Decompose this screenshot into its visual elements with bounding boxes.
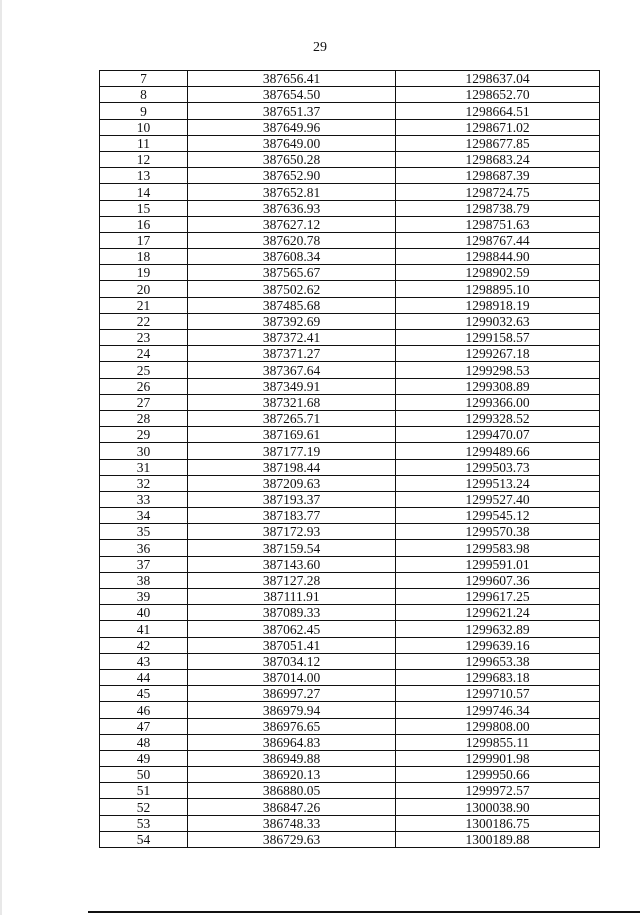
y-coordinate-cell: 1298895.10 [396, 281, 600, 297]
y-coordinate-cell: 1298677.85 [396, 135, 600, 151]
y-coordinate-cell: 1298664.51 [396, 103, 600, 119]
table-row [100, 103, 600, 119]
point-number-cell: 19 [100, 265, 188, 281]
point-number-cell: 51 [100, 783, 188, 799]
point-number-cell: 24 [100, 346, 188, 362]
point-number-cell: 42 [100, 637, 188, 653]
y-coordinate-cell: 1298683.24 [396, 151, 600, 167]
point-number-cell: 9 [100, 103, 188, 119]
table-row [100, 200, 600, 216]
y-coordinate-cell: 1299855.11 [396, 734, 600, 750]
x-coordinate-cell: 387034.12 [188, 653, 396, 669]
point-number-cell: 12 [100, 151, 188, 167]
table-row [100, 394, 600, 410]
table-row [100, 669, 600, 685]
y-coordinate-cell: 1299901.98 [396, 750, 600, 766]
x-coordinate-cell: 386880.05 [188, 783, 396, 799]
table-row [100, 265, 600, 281]
table-row [100, 443, 600, 459]
point-number-cell: 49 [100, 750, 188, 766]
table-row [100, 135, 600, 151]
table-row [100, 232, 600, 248]
x-coordinate-cell: 387111.91 [188, 589, 396, 605]
x-coordinate-cell: 387265.71 [188, 410, 396, 426]
y-coordinate-cell: 1299032.63 [396, 313, 600, 329]
y-coordinate-cell: 1299308.89 [396, 378, 600, 394]
point-number-cell: 40 [100, 605, 188, 621]
y-coordinate-cell: 1299621.24 [396, 605, 600, 621]
point-number-cell: 30 [100, 443, 188, 459]
y-coordinate-cell: 1299653.38 [396, 653, 600, 669]
y-coordinate-cell: 1299972.57 [396, 783, 600, 799]
x-coordinate-cell: 386920.13 [188, 767, 396, 783]
x-coordinate-cell: 387183.77 [188, 508, 396, 524]
x-coordinate-cell: 386964.83 [188, 734, 396, 750]
y-coordinate-cell: 1299298.53 [396, 362, 600, 378]
y-coordinate-cell: 1299158.57 [396, 330, 600, 346]
x-coordinate-cell: 387172.93 [188, 524, 396, 540]
y-coordinate-cell: 1298902.59 [396, 265, 600, 281]
x-coordinate-cell: 387392.69 [188, 313, 396, 329]
y-coordinate-cell: 1299639.16 [396, 637, 600, 653]
y-coordinate-cell: 1299583.98 [396, 540, 600, 556]
table-row [100, 297, 600, 313]
table-row [100, 168, 600, 184]
x-coordinate-cell: 387321.68 [188, 394, 396, 410]
y-coordinate-cell: 1299683.18 [396, 669, 600, 685]
x-coordinate-cell: 387627.12 [188, 216, 396, 232]
y-coordinate-cell: 1299632.89 [396, 621, 600, 637]
table-row [100, 799, 600, 815]
point-number-cell: 35 [100, 524, 188, 540]
point-number-cell: 18 [100, 249, 188, 265]
table-row [100, 572, 600, 588]
point-number-cell: 39 [100, 589, 188, 605]
point-number-cell: 13 [100, 168, 188, 184]
y-coordinate-cell: 1299366.00 [396, 394, 600, 410]
table-row [100, 508, 600, 524]
x-coordinate-cell: 387159.54 [188, 540, 396, 556]
x-coordinate-cell: 387652.90 [188, 168, 396, 184]
x-coordinate-cell: 387620.78 [188, 232, 396, 248]
x-coordinate-cell: 387502.62 [188, 281, 396, 297]
x-coordinate-cell: 386997.27 [188, 686, 396, 702]
table-row [100, 151, 600, 167]
point-number-cell: 27 [100, 394, 188, 410]
table-row [100, 750, 600, 766]
x-coordinate-cell: 387177.19 [188, 443, 396, 459]
scan-edge [0, 0, 2, 915]
y-coordinate-cell: 1299328.52 [396, 410, 600, 426]
table-row [100, 815, 600, 831]
point-number-cell: 47 [100, 718, 188, 734]
x-coordinate-cell: 387169.61 [188, 427, 396, 443]
point-number-cell: 28 [100, 410, 188, 426]
point-number-cell: 41 [100, 621, 188, 637]
table-row [100, 378, 600, 394]
table-row [100, 556, 600, 572]
point-number-cell: 15 [100, 200, 188, 216]
x-coordinate-cell: 387349.91 [188, 378, 396, 394]
x-coordinate-cell: 387371.27 [188, 346, 396, 362]
point-number-cell: 14 [100, 184, 188, 200]
point-number-cell: 44 [100, 669, 188, 685]
table-row [100, 475, 600, 491]
table-row [100, 216, 600, 232]
table-row [100, 702, 600, 718]
point-number-cell: 21 [100, 297, 188, 313]
point-number-cell: 34 [100, 508, 188, 524]
point-number-cell: 11 [100, 135, 188, 151]
y-coordinate-cell: 1298652.70 [396, 87, 600, 103]
x-coordinate-cell: 386748.33 [188, 815, 396, 831]
y-coordinate-cell: 1299591.01 [396, 556, 600, 572]
y-coordinate-cell: 1299570.38 [396, 524, 600, 540]
point-number-cell: 32 [100, 475, 188, 491]
x-coordinate-cell: 386847.26 [188, 799, 396, 815]
table-row [100, 653, 600, 669]
point-number-cell: 25 [100, 362, 188, 378]
bottom-rule [88, 911, 640, 913]
table-row [100, 605, 600, 621]
point-number-cell: 33 [100, 491, 188, 507]
y-coordinate-cell: 1300189.88 [396, 831, 600, 847]
y-coordinate-cell: 1298671.02 [396, 119, 600, 135]
table-row [100, 524, 600, 540]
y-coordinate-cell: 1298751.63 [396, 216, 600, 232]
table-row [100, 427, 600, 443]
x-coordinate-cell: 387652.81 [188, 184, 396, 200]
table-row [100, 621, 600, 637]
y-coordinate-cell: 1298918.19 [396, 297, 600, 313]
y-coordinate-cell: 1299503.73 [396, 459, 600, 475]
x-coordinate-cell: 387636.93 [188, 200, 396, 216]
point-number-cell: 37 [100, 556, 188, 572]
point-number-cell: 7 [100, 71, 188, 87]
point-number-cell: 16 [100, 216, 188, 232]
point-number-cell: 29 [100, 427, 188, 443]
point-number-cell: 20 [100, 281, 188, 297]
y-coordinate-cell: 1298767.44 [396, 232, 600, 248]
y-coordinate-cell: 1298738.79 [396, 200, 600, 216]
point-number-cell: 50 [100, 767, 188, 783]
table-row [100, 459, 600, 475]
table-row [100, 767, 600, 783]
table-row [100, 119, 600, 135]
x-coordinate-cell: 387209.63 [188, 475, 396, 491]
x-coordinate-cell: 387565.67 [188, 265, 396, 281]
table-row [100, 362, 600, 378]
table-row [100, 637, 600, 653]
x-coordinate-cell: 387198.44 [188, 459, 396, 475]
y-coordinate-cell: 1299267.18 [396, 346, 600, 362]
x-coordinate-cell: 387654.50 [188, 87, 396, 103]
point-number-cell: 36 [100, 540, 188, 556]
point-number-cell: 31 [100, 459, 188, 475]
y-coordinate-cell: 1298637.04 [396, 71, 600, 87]
y-coordinate-cell: 1299746.34 [396, 702, 600, 718]
x-coordinate-cell: 387089.33 [188, 605, 396, 621]
point-number-cell: 22 [100, 313, 188, 329]
table-row [100, 831, 600, 847]
y-coordinate-cell: 1299950.66 [396, 767, 600, 783]
table-row [100, 249, 600, 265]
x-coordinate-cell: 387143.60 [188, 556, 396, 572]
point-number-cell: 54 [100, 831, 188, 847]
x-coordinate-cell: 386949.88 [188, 750, 396, 766]
table-row [100, 410, 600, 426]
y-coordinate-cell: 1299545.12 [396, 508, 600, 524]
x-coordinate-cell: 387193.37 [188, 491, 396, 507]
point-number-cell: 46 [100, 702, 188, 718]
x-coordinate-cell: 387649.96 [188, 119, 396, 135]
y-coordinate-cell: 1299527.40 [396, 491, 600, 507]
point-number-cell: 48 [100, 734, 188, 750]
point-number-cell: 8 [100, 87, 188, 103]
point-number-cell: 38 [100, 572, 188, 588]
table-row [100, 718, 600, 734]
point-number-cell: 10 [100, 119, 188, 135]
point-number-cell: 45 [100, 686, 188, 702]
table-row [100, 313, 600, 329]
x-coordinate-cell: 387656.41 [188, 71, 396, 87]
x-coordinate-cell: 387650.28 [188, 151, 396, 167]
x-coordinate-cell: 387127.28 [188, 572, 396, 588]
point-number-cell: 43 [100, 653, 188, 669]
y-coordinate-cell: 1298844.90 [396, 249, 600, 265]
table-row [100, 540, 600, 556]
x-coordinate-cell: 386729.63 [188, 831, 396, 847]
y-coordinate-cell: 1299808.00 [396, 718, 600, 734]
x-coordinate-cell: 387051.41 [188, 637, 396, 653]
table-row [100, 346, 600, 362]
point-number-cell: 52 [100, 799, 188, 815]
table-row [100, 686, 600, 702]
table-row [100, 491, 600, 507]
page-number: 29 [313, 40, 327, 55]
y-coordinate-cell: 1299489.66 [396, 443, 600, 459]
point-number-cell: 23 [100, 330, 188, 346]
point-number-cell: 17 [100, 232, 188, 248]
table-row [100, 87, 600, 103]
table-row [100, 71, 600, 87]
x-coordinate-cell: 387367.64 [188, 362, 396, 378]
y-coordinate-cell: 1299470.07 [396, 427, 600, 443]
coordinates-table-body [100, 71, 600, 848]
x-coordinate-cell: 387485.68 [188, 297, 396, 313]
point-number-cell: 53 [100, 815, 188, 831]
y-coordinate-cell: 1300038.90 [396, 799, 600, 815]
y-coordinate-cell: 1299710.57 [396, 686, 600, 702]
y-coordinate-cell: 1299513.24 [396, 475, 600, 491]
y-coordinate-cell: 1298687.39 [396, 168, 600, 184]
table-row [100, 330, 600, 346]
x-coordinate-cell: 387014.00 [188, 669, 396, 685]
table-row [100, 734, 600, 750]
coordinates-table [99, 70, 600, 848]
y-coordinate-cell: 1300186.75 [396, 815, 600, 831]
table-row [100, 281, 600, 297]
x-coordinate-cell: 387651.37 [188, 103, 396, 119]
x-coordinate-cell: 387649.00 [188, 135, 396, 151]
table-row [100, 589, 600, 605]
x-coordinate-cell: 387372.41 [188, 330, 396, 346]
table-row [100, 783, 600, 799]
y-coordinate-cell: 1299607.36 [396, 572, 600, 588]
x-coordinate-cell: 386979.94 [188, 702, 396, 718]
x-coordinate-cell: 387608.34 [188, 249, 396, 265]
x-coordinate-cell: 387062.45 [188, 621, 396, 637]
table-row [100, 184, 600, 200]
x-coordinate-cell: 386976.65 [188, 718, 396, 734]
y-coordinate-cell: 1298724.75 [396, 184, 600, 200]
point-number-cell: 26 [100, 378, 188, 394]
y-coordinate-cell: 1299617.25 [396, 589, 600, 605]
